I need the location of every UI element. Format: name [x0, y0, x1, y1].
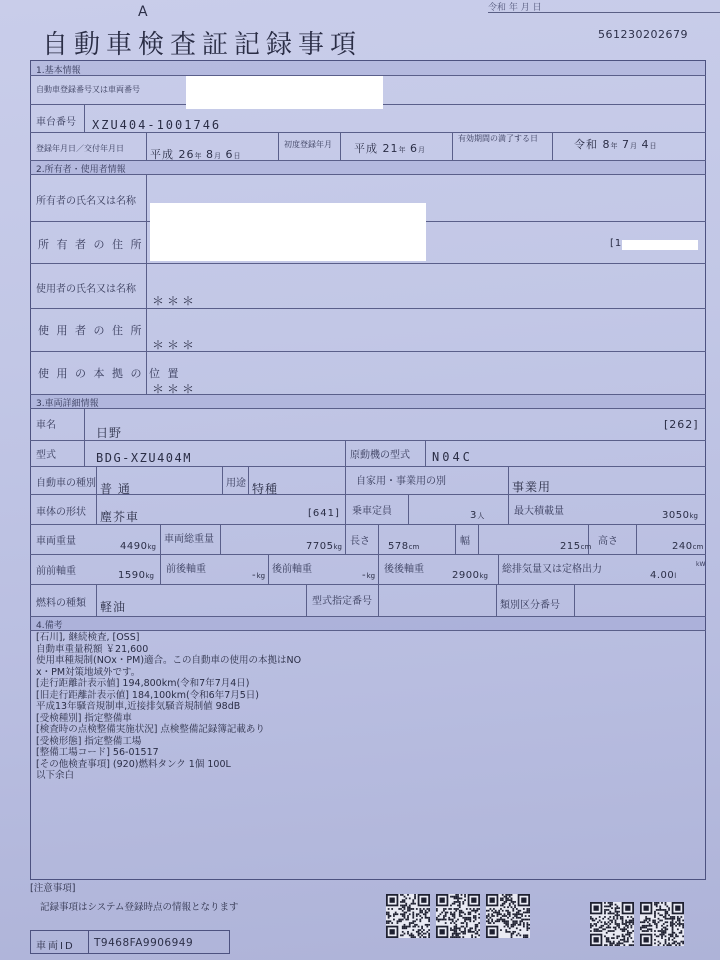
- remark-line: 以下余白: [36, 770, 75, 781]
- length-value: 578cm: [388, 541, 420, 552]
- vehicle-id-value: T9468FA9906949: [94, 937, 194, 949]
- vehicle-name-label: 車名: [36, 420, 56, 431]
- body-shape-code: [641]: [308, 508, 340, 519]
- fuel-type-label: 燃料の種類: [36, 598, 86, 609]
- registration-number-label: 自動車登録番号又は車両番号: [36, 85, 140, 94]
- document-number: 561230202679: [598, 28, 688, 41]
- capacity-value: 3人: [470, 510, 485, 521]
- max-load-value: 3050kg: [662, 510, 698, 521]
- page-title: 自動車検査証記録事項: [42, 30, 363, 60]
- vehicle-name-code: [262]: [664, 418, 699, 431]
- notice-title: [注意事項]: [30, 883, 76, 894]
- business-type-label: 自家用・事業用の別: [356, 476, 446, 487]
- max-load-label: 最大積載量: [514, 506, 564, 517]
- width-value: 215cm: [560, 541, 592, 552]
- vehicle-name-value: 日野: [96, 426, 123, 440]
- height-value: 240cm: [672, 541, 704, 552]
- vehicle-id-label: 車両ID: [36, 941, 75, 952]
- length-label: 長さ: [350, 536, 370, 547]
- remark-line: [受検形態] 指定整備工場: [36, 735, 142, 747]
- remark-line: [走行距離計表示値] 194,800km(令和7年7月4日): [36, 678, 250, 689]
- remark-line: 自動車重量税額 ￥21,600: [36, 643, 149, 655]
- rear-front-axle-value: -kg: [362, 570, 376, 581]
- expiry-date-label: 有効期間の満了する日: [458, 134, 538, 143]
- section-band-vehicle: [31, 394, 705, 408]
- rear-rear-axle-value: 2900kg: [452, 570, 488, 581]
- section-band-remarks: [31, 616, 705, 630]
- front-rear-axle-value: -kg: [252, 570, 266, 581]
- form-letter: A: [138, 4, 148, 20]
- gross-weight-label: 車両総重量: [164, 534, 214, 545]
- qr-code-3: [486, 894, 530, 938]
- front-rear-axle-label: 前後軸重: [166, 564, 206, 575]
- remark-line: 平成13年騒音規制車,近接排気騒音規制値 98dB: [36, 701, 241, 712]
- registration-date-label: 登録年月日／交付年月日: [36, 144, 124, 153]
- remark-line: [検査時の点検整備実施状況] 点検整備記録簿記載あり: [36, 724, 265, 735]
- displacement-kw-unit: kW: [696, 561, 706, 568]
- owner-address-code: [1: [610, 238, 623, 249]
- rear-rear-axle-label: 後後軸重: [384, 564, 424, 575]
- engine-model-label: 原動機の型式: [350, 450, 410, 461]
- remark-line: [受検種別] 指定整備車: [36, 712, 132, 724]
- usage-base-value: ＊＊＊: [152, 382, 198, 396]
- user-address-label: 使 用 者 の 住 所: [38, 324, 144, 337]
- front-front-axle-value: 1590kg: [118, 570, 154, 581]
- vehicle-weight-value: 4490kg: [120, 541, 156, 552]
- section-remarks-title: 4.備考: [36, 621, 63, 631]
- remark-line: x・PM対策地域外です。: [36, 666, 141, 678]
- usage-value: 特種: [252, 482, 279, 496]
- user-address-value: ＊＊＊: [152, 338, 198, 352]
- section-band-basic: [31, 61, 705, 75]
- fuel-type-value: 軽油: [100, 600, 127, 614]
- redaction-owner-info: [150, 203, 426, 261]
- notice-text: 記録事項はシステム登録時点の情報となります: [40, 902, 239, 913]
- type-designation-label: 型式指定番号: [312, 596, 372, 607]
- remark-line: [整備工場コード] 56-01517: [36, 747, 159, 758]
- owner-address-label: 所 有 者 の 住 所: [38, 238, 144, 251]
- displacement-label: 総排気量又は定格出力: [502, 564, 602, 575]
- expiry-date-value: 令和 8年 7月 4日: [574, 138, 657, 151]
- body-shape-value: 塵芥車: [100, 510, 140, 524]
- vehicle-kind-value: 普 通: [100, 482, 131, 496]
- owner-name-label: 所有者の氏名又は名称: [36, 196, 136, 207]
- registration-date-value: 平成 26年 8月 6日: [150, 148, 241, 161]
- chassis-number-label: 車台番号: [36, 117, 76, 128]
- capacity-label: 乗車定員: [352, 506, 392, 517]
- user-name-label: 使用者の氏名又は名称: [36, 284, 136, 295]
- business-type-value: 事業用: [512, 480, 552, 494]
- section-vehicle-title: 3.車両詳細情報: [36, 399, 99, 409]
- model-label: 型式: [36, 450, 56, 461]
- first-registration-value: 平成 21年 6月: [354, 142, 425, 155]
- chassis-number-value: XZU404-1001746: [92, 118, 222, 132]
- front-front-axle-label: 前前軸重: [36, 566, 76, 577]
- top-date-strip: 令和 年 月 日: [488, 0, 720, 13]
- remark-line: [その他検査事項] (920)燃料タンク 1個 100L: [36, 758, 231, 770]
- section-band-owner: [31, 160, 705, 174]
- engine-model-value: N04C: [432, 450, 473, 464]
- qr-code-1: [386, 894, 430, 938]
- remarks-block: [36, 632, 301, 782]
- remark-line: 使用車種規制(NOx・PM)適合。この自動車の使用の本拠はNO: [36, 655, 302, 666]
- qr-code-5: [640, 902, 684, 946]
- usage-base-label: 使 用 の 本 拠 の 位 置: [38, 367, 181, 380]
- redaction-registration-number: [186, 76, 383, 109]
- user-name-value: ＊＊＊: [152, 294, 198, 308]
- section-owner-title: 2.所有者・使用者情報: [36, 165, 126, 175]
- remark-line: [旧走行距離計表示値] 184,100km(令和6年7月5日): [36, 689, 260, 701]
- body-shape-label: 車体の形状: [36, 507, 86, 518]
- model-value: BDG-XZU404M: [96, 451, 192, 465]
- width-label: 幅: [460, 536, 470, 547]
- classification-number-label: 類別区分番号: [500, 600, 560, 611]
- vehicle-kind-label: 自動車の種別: [36, 478, 96, 489]
- rear-front-axle-label: 後前軸重: [272, 564, 312, 575]
- remark-line: [石川], 継続検査, [OSS]: [36, 632, 140, 643]
- qr-code-2: [436, 894, 480, 938]
- first-registration-label: 初度登録年月: [284, 140, 332, 149]
- usage-label: 用途: [226, 478, 246, 489]
- displacement-value: 4.00l: [650, 570, 677, 581]
- gross-weight-value: 7705kg: [306, 541, 342, 552]
- vehicle-weight-label: 車両重量: [36, 536, 76, 547]
- section-basic-title: 1.基本情報: [36, 66, 81, 76]
- redaction-owner-code: [622, 240, 698, 250]
- height-label: 高さ: [598, 536, 618, 547]
- qr-code-4: [590, 902, 634, 946]
